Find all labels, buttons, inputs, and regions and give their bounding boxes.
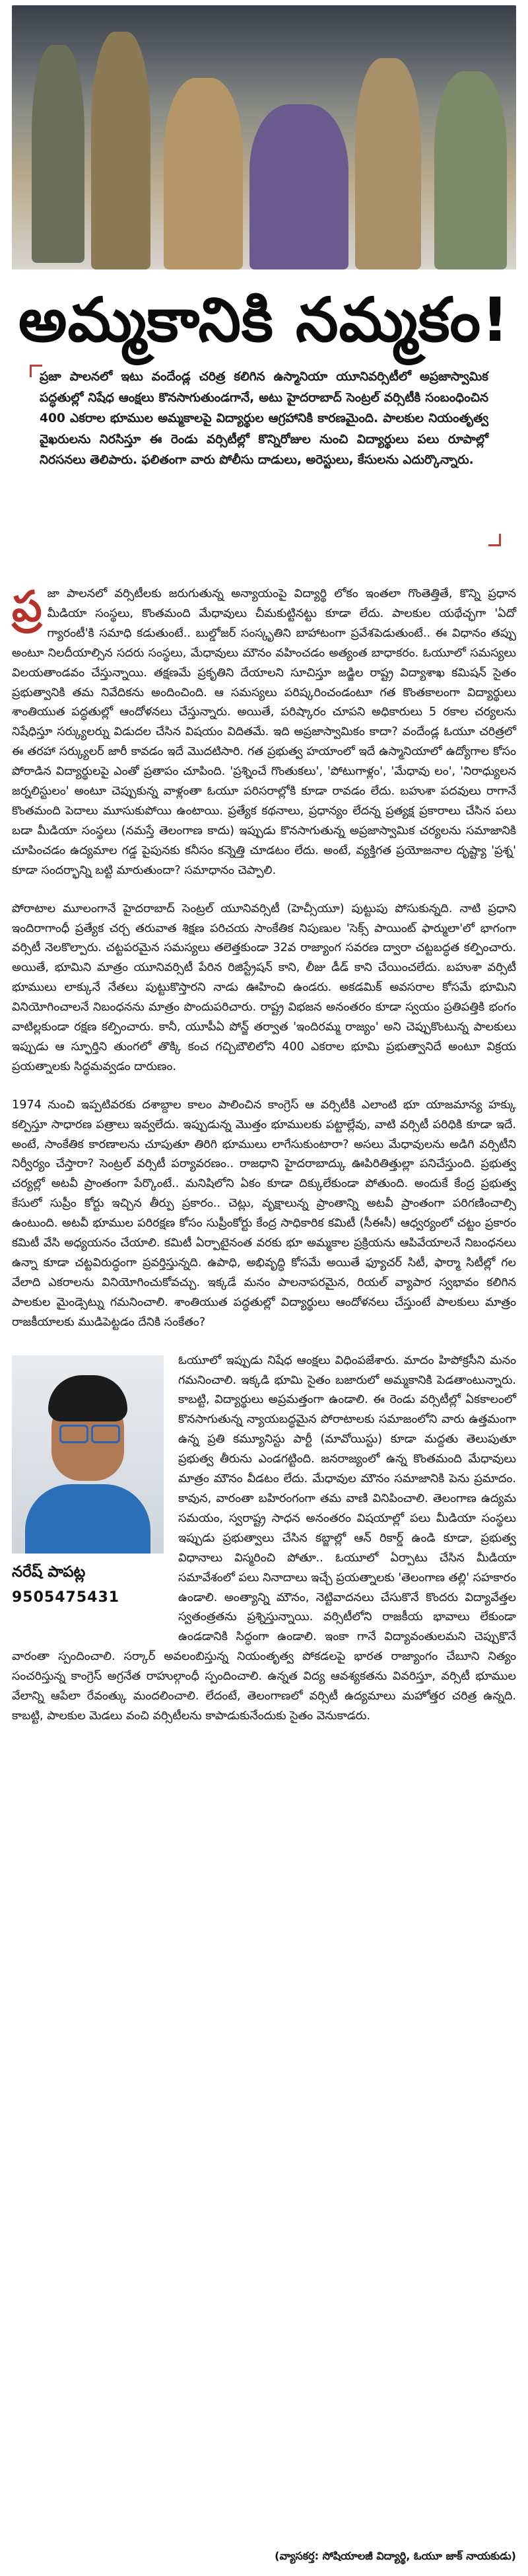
- author-name: నరేష్ పాపట్ల: [12, 1563, 86, 1581]
- byline: (వ్యాసకర్త: సోషియాలజీ విద్యార్థి, ఓయూ జాక్ నాయకుడు): [275, 2550, 516, 2562]
- lead-frame-corner-bottom: [488, 534, 501, 546]
- lead-paragraph: ప్రజా పాలనలో ఇటు వందేండ్ల చరిత్ర కలిగిన ఉస్మానియా యూనివర్సిటీలో అప్రజాస్వామిక పద్ధతుల్లో నిషేధ ఆంక్షలు కొనసాగుతుండగానే, అటు హైదరాబాద్ సెంట్రల్ వర్సిటీకి సంబంధించిన 400 ఎకరాల భూముల అమ్మకాలపై విద్యార్థుల ఆగ్రహానికి కారణమైంది. పాలకుల నియంతృత్వ వైఖరులను నిరసిస్తూ ఈ రెండు వర్సిటీల్లో కొన్నిరోజుల నుంచి విద్యార్థులు పలు రూపాల్లో నిరసనలు తెలిపారు. ఫలితంగా వారు పోలీసు దాడులు, అరెస్టులు, కేసులను ఎదుర్కొన్నారు.: [40, 370, 488, 467]
- article-body: [12, 585, 516, 1727]
- news-photo: [12, 5, 516, 269]
- dropcap: ప్ర: [12, 583, 42, 631]
- author-box: [12, 1355, 168, 1633]
- author-photo: [12, 1355, 164, 1554]
- article-paragraph-2: పోరాటాల మూలంగానే హైదరాబాద్ సెంట్రల్ యూనివర్సిటీ (హెచ్సీయూ) పుట్టుపు పోసుకున్నది. నాటి ప్రధాని ఇందిరాగాంధీ ప్రత్యేక చర్చ తరువాత శిక్షణ పరిచయ సాంకేతిక నిపుణుల 'సెక్స్ పాయింట్ ఫార్ములా'లో భాగంగా వర్సిటీ నెలకొల్పారు. చట్టపరమైన సమస్యలు తలెత్తకుండా 32వ రాజ్యాంగ సవరణ ద్వారా చట్టబద్ధత కల్పించారు. అయితే, భూమిని మాత్రం యూనివర్సిటీ పేరిన రిజిస్ట్రేషన్ కాని, లీజు డీడ్ కాని చేయించలేదు. బహుశా వర్సిటీ భూములు లాక్కునే నేతలు పుట్టుకొస్తారని నాడు ఊహించి ఉండరు. అకడమిక్ అవసరాల కోసమే భూమిని వినియోగించాలనే నిబంధనను మాత్రం పొందుపరిచారు. రాష్ట్ర విభజన అనంతరం కూడా స్వయం ప్రతిపత్తికి భంగం వాటిల్లకుండా రక్షణ కల్పించారు. కానీ, యూపీఏ పోన్జ్ తర్వాత 'ఇందిరమ్మ రాజ్యం' అని చెప్పుకొంటున్న పాలకులు ఇప్పుడు ఆ స్ఫూర్తిని తుంగలో తొక్కి కంచ గచ్చిబౌలిలోని 400 ఎకరాల భూమి ప్రభుత్వానిదే అంటూ విక్రయ ప్రయత్నాలకు సిద్ధమవ్వడం దారుణం.: [12, 902, 516, 1073]
- article-paragraph-4: నరేష్ పాపట్ల 9505475431 ఓయూలో ఇప్పుడు నిషేధ ఆంక్షలు విధింపజేశారు. మాదం హిపోక్రసీని మనం గమనించాలి. ఇక్కడి భూమి సైతం బజారులో అమ్మకానికి పెడతాంటున్నారు. కాబట్టి, విద్యార్థులు అప్రమత్తంగా ఉండాలి. ఈ రెండు వర్సిటీల్లో ఏకకాలంలో కొనసాగుతున్న న్యాయబద్ధమైన పోరాటాలకు సమాజంలోని వారు ఉత్తమంగా ఉన్న ప్రతి కమ్యూనిస్టు పార్టీ (మావోయిస్టు) కూడా మద్దతు తెలుపుతూ ప్రభుత్వ తీరును ఎండగట్టింది. జనరాజ్యంలో ఉన్న కొంతమంది మేధావులు మాత్రం మౌనం వీడటం లేదు. మేధావుల మౌనం సమాజానికి పెను ప్రమాదం. కావున, వారంతా బహిరంగంగా తమ వాణి వినిపించాలి. తెలంగాణ ఉద్యమ సమయం, స్వరాష్ట్ర సాధన అనంతరం విషయాల్లో పలు మీడియా సంస్థలు ఇప్పుడు ప్రభుత్వాలు చేసిన కబ్జాల్లో ఆన్ రికార్డ్ ఉండి కూడా, ప్రభుత్వ విధానాలు విస్మరించి పోతూ.. ఓయూలో ఏర్పాటు చేసిన మీడియా సమావేశంలో పలు నినాదాలు ఇచ్చే ప్రయత్నాలకు 'తెలంగాణ తల్లి' సహకారం ఉండాలి. అంత్యాన్ని మౌనం, నెట్టివాదనలు చేసుకొనే కొందరు విద్యావేత్తల స్వతంత్రతను ప్రశ్నిస్తున్నాయి. వర్సిటీలోని రాజకీయ భావాలు లేకుండా ఉండడానికి సిద్ధంగా ఉండాలి. ఇంకా గానే విద్యావంతులమని చెప్పుకొనే వారంతా స్పందించాలి. సర్కార్ అవలంబిస్తున్న నియంతృత్వ పోకడలపై భారత రాజ్యాంగం చేబూని నిత్యం సంచరిస్తున్న కాంగ్రెస్ అగ్రనేత రాహుల్గాంధీ స్పందించాలి. ఉన్నత విద్య ఆవశ్యకతను వివరిస్తూ, వర్సిటీ భూముల వేలాన్ని ఆపేలా రేవంత్కు మందలించాలి. లేదంటే, తెలంగాణలో వర్సిటీ ఉద్యమాలు మహోత్తర చరిత్ర ఉన్నది. కాబట్టి, పాలకుల మెడలు వంచి వర్సిటీలను కాపాడుకునేందుకు సైతం వెనుకాడరు.: [12, 1353, 516, 1723]
- headline: అమ్మకానికి నమ్మకం!: [18, 285, 510, 355]
- article-paragraph-3: 1974 నుంచి ఇప్పటివరకు దశాబ్దాల కాలం పాలించిన కాంగ్రెస్ ఆ వర్సిటీకి ఎలాంటి భూ యాజమాన్య హక్కు కల్పిస్తూ సాధారణ పత్రాలు ఇవ్వలేదు. ఇప్పుడున్న మొత్తం భూములకు పట్టాల్లేవు, వాటి వర్సిటీ పరిధికి కూడా ఇదే. అంటే, సాంకేతిక కారణాలను చూపుతూ తిరిగి భూములు లాగేసుకుంటారా? అసలు మేధావులను అడిగి వర్సిటీని నిర్వీర్యం చేస్తారా? సెంట్రల్ వర్సిటీ పర్యావరణం.. రాజధాని హైదరాబాద్కు ఊపిరితిత్తుల్లా పనిచేస్తుంది. ప్రభుత్వ చర్యల్లో అటవీ ప్రాంతంగా పేర్కొంటే.. మనిషిలోని ఏకం కూడా దిక్కులేకుండా పోతుంది. అందుకే కేంద్ర ప్రభుత్వ కేసులో సుప్రీం కోర్టు ఇచ్చిన తీర్పు ప్రకారం.. చెట్లు, వృక్షాలున్న ప్రాంతాన్ని అటవీ ప్రాంతంగా పరిగణించాల్సి ఉంటుంది. అటవీ భూముల పరిరక్షణ కోసం సుప్రీంకోర్టు కేంద్ర సాధికారిక కమిటీ (సీఈసీ) ఆధ్వర్యంలో చట్టం ప్రకారం కమిటీ వేసి అధ్యయనం చేయాలి. కమిటీ ఏర్పాటైనంత వరకు భూ అమ్మకాల ప్రక్రియను ఆపివేయాలనే నిబంధనలు ఉన్నా కూడా చట్టవిరుద్ధంగా ప్రవర్తిస్తున్నది. ఉపాధి, అభివృద్ధి కోసమే అయితే ఫ్యూచర్ సిటీ, ఫార్మా సిటీల్లో గల వేలాది ఎకరాలను వినియోగించుకోవచ్చు. ఇక్కడే మనం పాలనాపరమైన, రియల్ వ్యాపార స్వభావం కలిగిన పాలకుల మైండ్సెట్ను గమనించాలి. శాంతియుత పద్ధతుల్లో విద్యార్థులు ఆందోళనలు చేస్తుంటే పాలకులు మాత్రం రాజకీయాలకు ముడిపెట్టడం దేనికి సంకేతం?: [12, 1098, 516, 1329]
- author-phone: 9505475431: [12, 1589, 120, 1606]
- article-paragraph-1: ప్ర జా పాలనలో వర్సిటీలకు జరుగుతున్న అన్యాయంపై విద్యార్థి లోకం ఇంతలా గొంతెత్తితే, కొన్ని ప్రధాన మీడియా సంస్థలు, కొంతమంది మేధావులు చీమకుట్టినట్టు కూడా లేదు. పాలకుల యథేచ్ఛగా 'ఏదో గ్యారంటీ'కి సమాధి కడుతుంటే.. బుల్డోజర్ సంస్కృతిని బాహాటంగా ప్రవేశపెడుతుంటే.. ఈ విధానం తప్పు అంటూ నిలదీయాల్సిన సదరు సంస్థలు, మేధావులు మౌనం వహించడం అత్యంత బాధాకరం. ఓయూలో సమస్యలు విలయతాండవం చేస్తున్నాయి. తక్షణమే ప్రకృతిని దేయాలని సూచిస్తూ జడ్జిల రాష్ట్ర విద్యాశాఖ కమిషన్ సైతం ప్రభుత్వానికి తమ నివేదికను అందించింది. ఆ సమస్యలు పరిష్కరించండంటూ గత కొంతకాలంగా విద్యార్థులు శాంతియుత పద్ధతుల్లో ఆందోళనలు చేస్తున్నారు. అయితే, పరిష్కారం చూపని అధికారులు 5 రకాల చర్యలను నిషేధిస్తూ సర్క్యులర్ను విడుదల చేసిన విషయం విదితమే. ఇది అప్రజాస్వామికం కాదా? వందేండ్ల ఓయూ చరిత్రలో ఈ తరహా సర్క్యులర్ జారీ కావడం ఇదే మొదటిసారి. గత ప్రభుత్వ హయాంలో ఇదే ఉస్మానియాలో ఉద్యోగాల కోసం పోరాడిన విద్యార్థులపై ఎంతో ప్రతాపం చూపింది. 'ప్రశ్నించే గొంతుకలు', 'పోటుగాళ్లం', 'మేధావు లం', 'నిరాధ్యులన జర్నలిస్టులం' అంటూ చెప్పుకున్న వాళ్లంతా ఓయూ పరిసరాల్లోకి కూడా రావడం లేదు. బహుశా పదవులు రాగానే కొంతమంది పెదాలు మూసుకుపోయి ఉంటాయి. ప్రత్యేక కథనాలు, ప్రధాన్యం లేదన్న ప్రత్యక్ష ప్రకారాలు చేసిన పలు బడా మీడియా సంస్థలు (నమస్తే తెలంగాణ కాదు) ఇప్పుడు కొనసాగుతున్న అప్రజాస్వామిక చర్యలను సమాజానికి చూపించడం ఉద్యమాల గడ్డ పైపునకు కనీసం కన్నెత్తి చూడటం లేదు. అంటే, వ్యక్తిగత ప్రయోజనాల దృష్ట్యా 'ప్రశ్న' కూడా సందర్భాన్ని బట్టి మారుతుందా? సమాధానం చెప్పాలి.: [12, 583, 516, 877]
